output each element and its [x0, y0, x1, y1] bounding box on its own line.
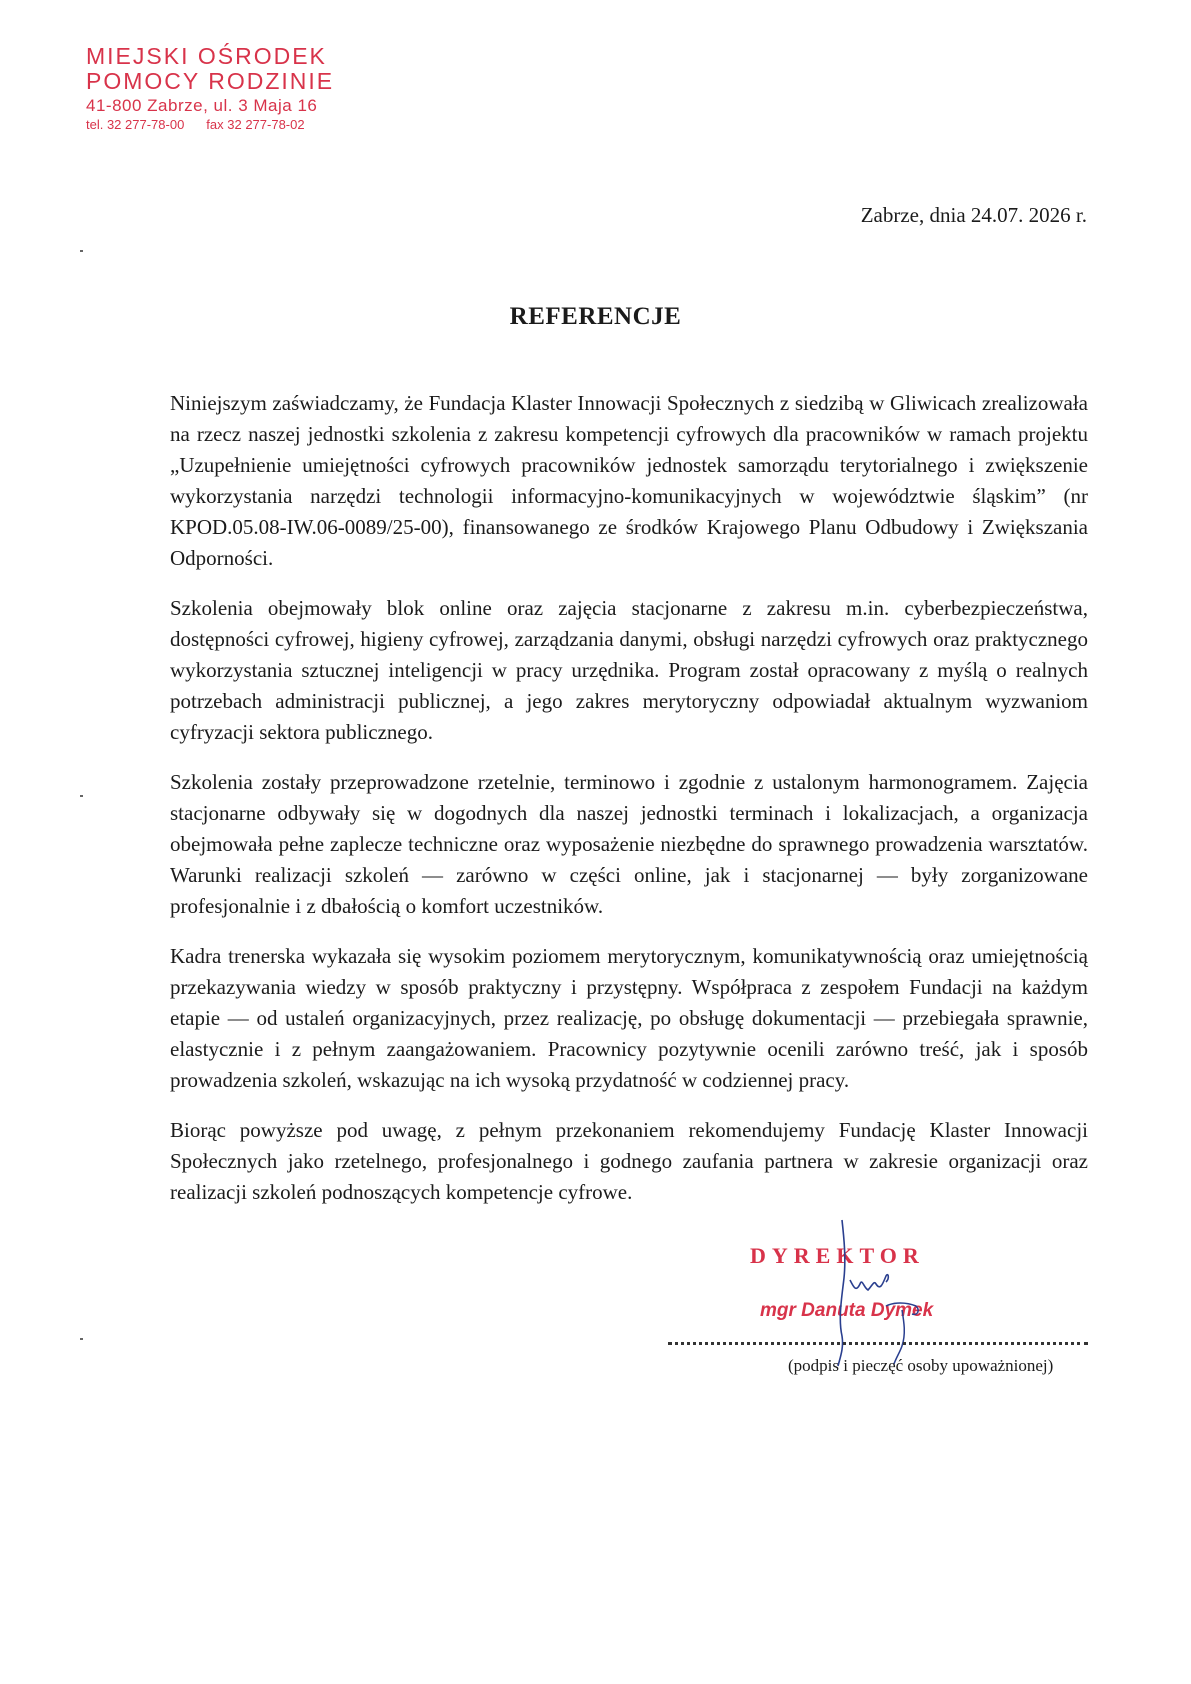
director-stamp-name: mgr Danuta Dymek: [760, 1300, 934, 1321]
stamp-contact: [86, 116, 334, 133]
stamp-address: 41-800 Zabrze, ul. 3 Maja 16: [86, 96, 318, 115]
director-stamp-title: DYREKTOR: [750, 1243, 925, 1268]
stamp-phone: tel. 32 277-78-00: [86, 117, 185, 132]
paragraph-3: Szkolenia zostały przeprowadzone rzetelnie, terminowo i zgodnie z ustalonym harmonogramem. Zajęcia stacjonarne odbywały się w dogodnych dla naszej jednostki terminach i lokalizacjach, a organizacja obejmowała pełne zaplecze techniczne oraz wyposażenie niezbędne do sprawnego prowadzenia warsztatów. Warunki realizacji szkoleń — zarówno w części online, jak i stacjonarnej — były zorganizowane profesjonalnie i z dbałością o komfort uczestników.: [170, 770, 1088, 918]
paragraph-1: Niniejszym zaświadczamy, że Fundacja Klaster Innowacji Społecznych z siedzibą w Gliwicach zrealizowała na rzecz naszej jednostki szkolenia z zakresu kompetencji cyfrowych dla pracowników w ramach projektu „Uzupełnienie umiejętności cyfrowych pracowników jednostek samorządu terytorialnego i zwiększenie wykorzystania narzędzi technologii informacyjno-komunikacyjnych w województwie śląskim” (nr KPOD.05.08-IW.06-0089/25-00), finansowanego ze środków Krajowego Planu Odbudowy i Zwiększania Odporności.: [170, 391, 1088, 570]
institution-stamp: [86, 44, 334, 133]
stamp-fax: fax 32 277-78-02: [206, 117, 305, 132]
place-and-date: Zabrze, dnia 24.07. 2026 r.: [860, 203, 1087, 227]
paragraph-5: Biorąc powyższe pod uwagę, z pełnym przekonaniem rekomendujemy Fundację Klaster Innowacji Społecznych jako rzetelnego, profesjonalnego i godnego zaufania partnera w zakresie organizacji oraz realizacji szkoleń podnoszących kompetencje cyfrowe.: [170, 1118, 1088, 1204]
handwritten-signature: [820, 1218, 940, 1368]
scan-mark: [80, 250, 83, 252]
paragraph-2: Szkolenia obejmowały blok online oraz zajęcia stacjonarne z zakresu m.in. cyberbezpieczeństwa, dostępności cyfrowej, higieny cyfrowej, zarządzania danymi, obsługi narzędzi cyfrowych oraz praktycznego wykorzystania sztucznej inteligencji w pracy urzędnika. Program został opracowany z myślą o realnych potrzebach administracji publicznej, a jego zakres merytoryczny odpowiadał aktualnym wyzwaniom cyfryzacji sektora publicznego.: [170, 596, 1088, 744]
signature-caption: (podpis i pieczęć osoby upoważnionej): [788, 1356, 1054, 1375]
letter-body: [170, 388, 1088, 1227]
stamp-institution-name-line2: POMOCY RODZINIE: [86, 68, 335, 94]
scan-mark: [80, 1338, 83, 1340]
stamp-institution-name-line1: MIEJSKI OŚRODEK: [86, 43, 327, 69]
scan-mark: [80, 795, 83, 797]
document-title: REFERENCJE: [509, 303, 682, 330]
signature-line: [668, 1342, 1088, 1345]
paragraph-4: Kadra trenerska wykazała się wysokim poziomem merytorycznym, komunikatywnością oraz umiejętnością przekazywania wiedzy w sposób praktyczny i przystępny. Współpraca z zespołem Fundacji na każdym etapie — od ustaleń organizacyjnych, przez realizację, po obsługę dokumentacji — przebiegała sprawnie, elastycznie i z pełnym zaangażowaniem. Pracownicy pozytywnie ocenili zarówno treść, jak i sposób prowadzenia szkoleń, wskazując na ich wysoką przydatność w codziennej pracy.: [170, 944, 1088, 1092]
